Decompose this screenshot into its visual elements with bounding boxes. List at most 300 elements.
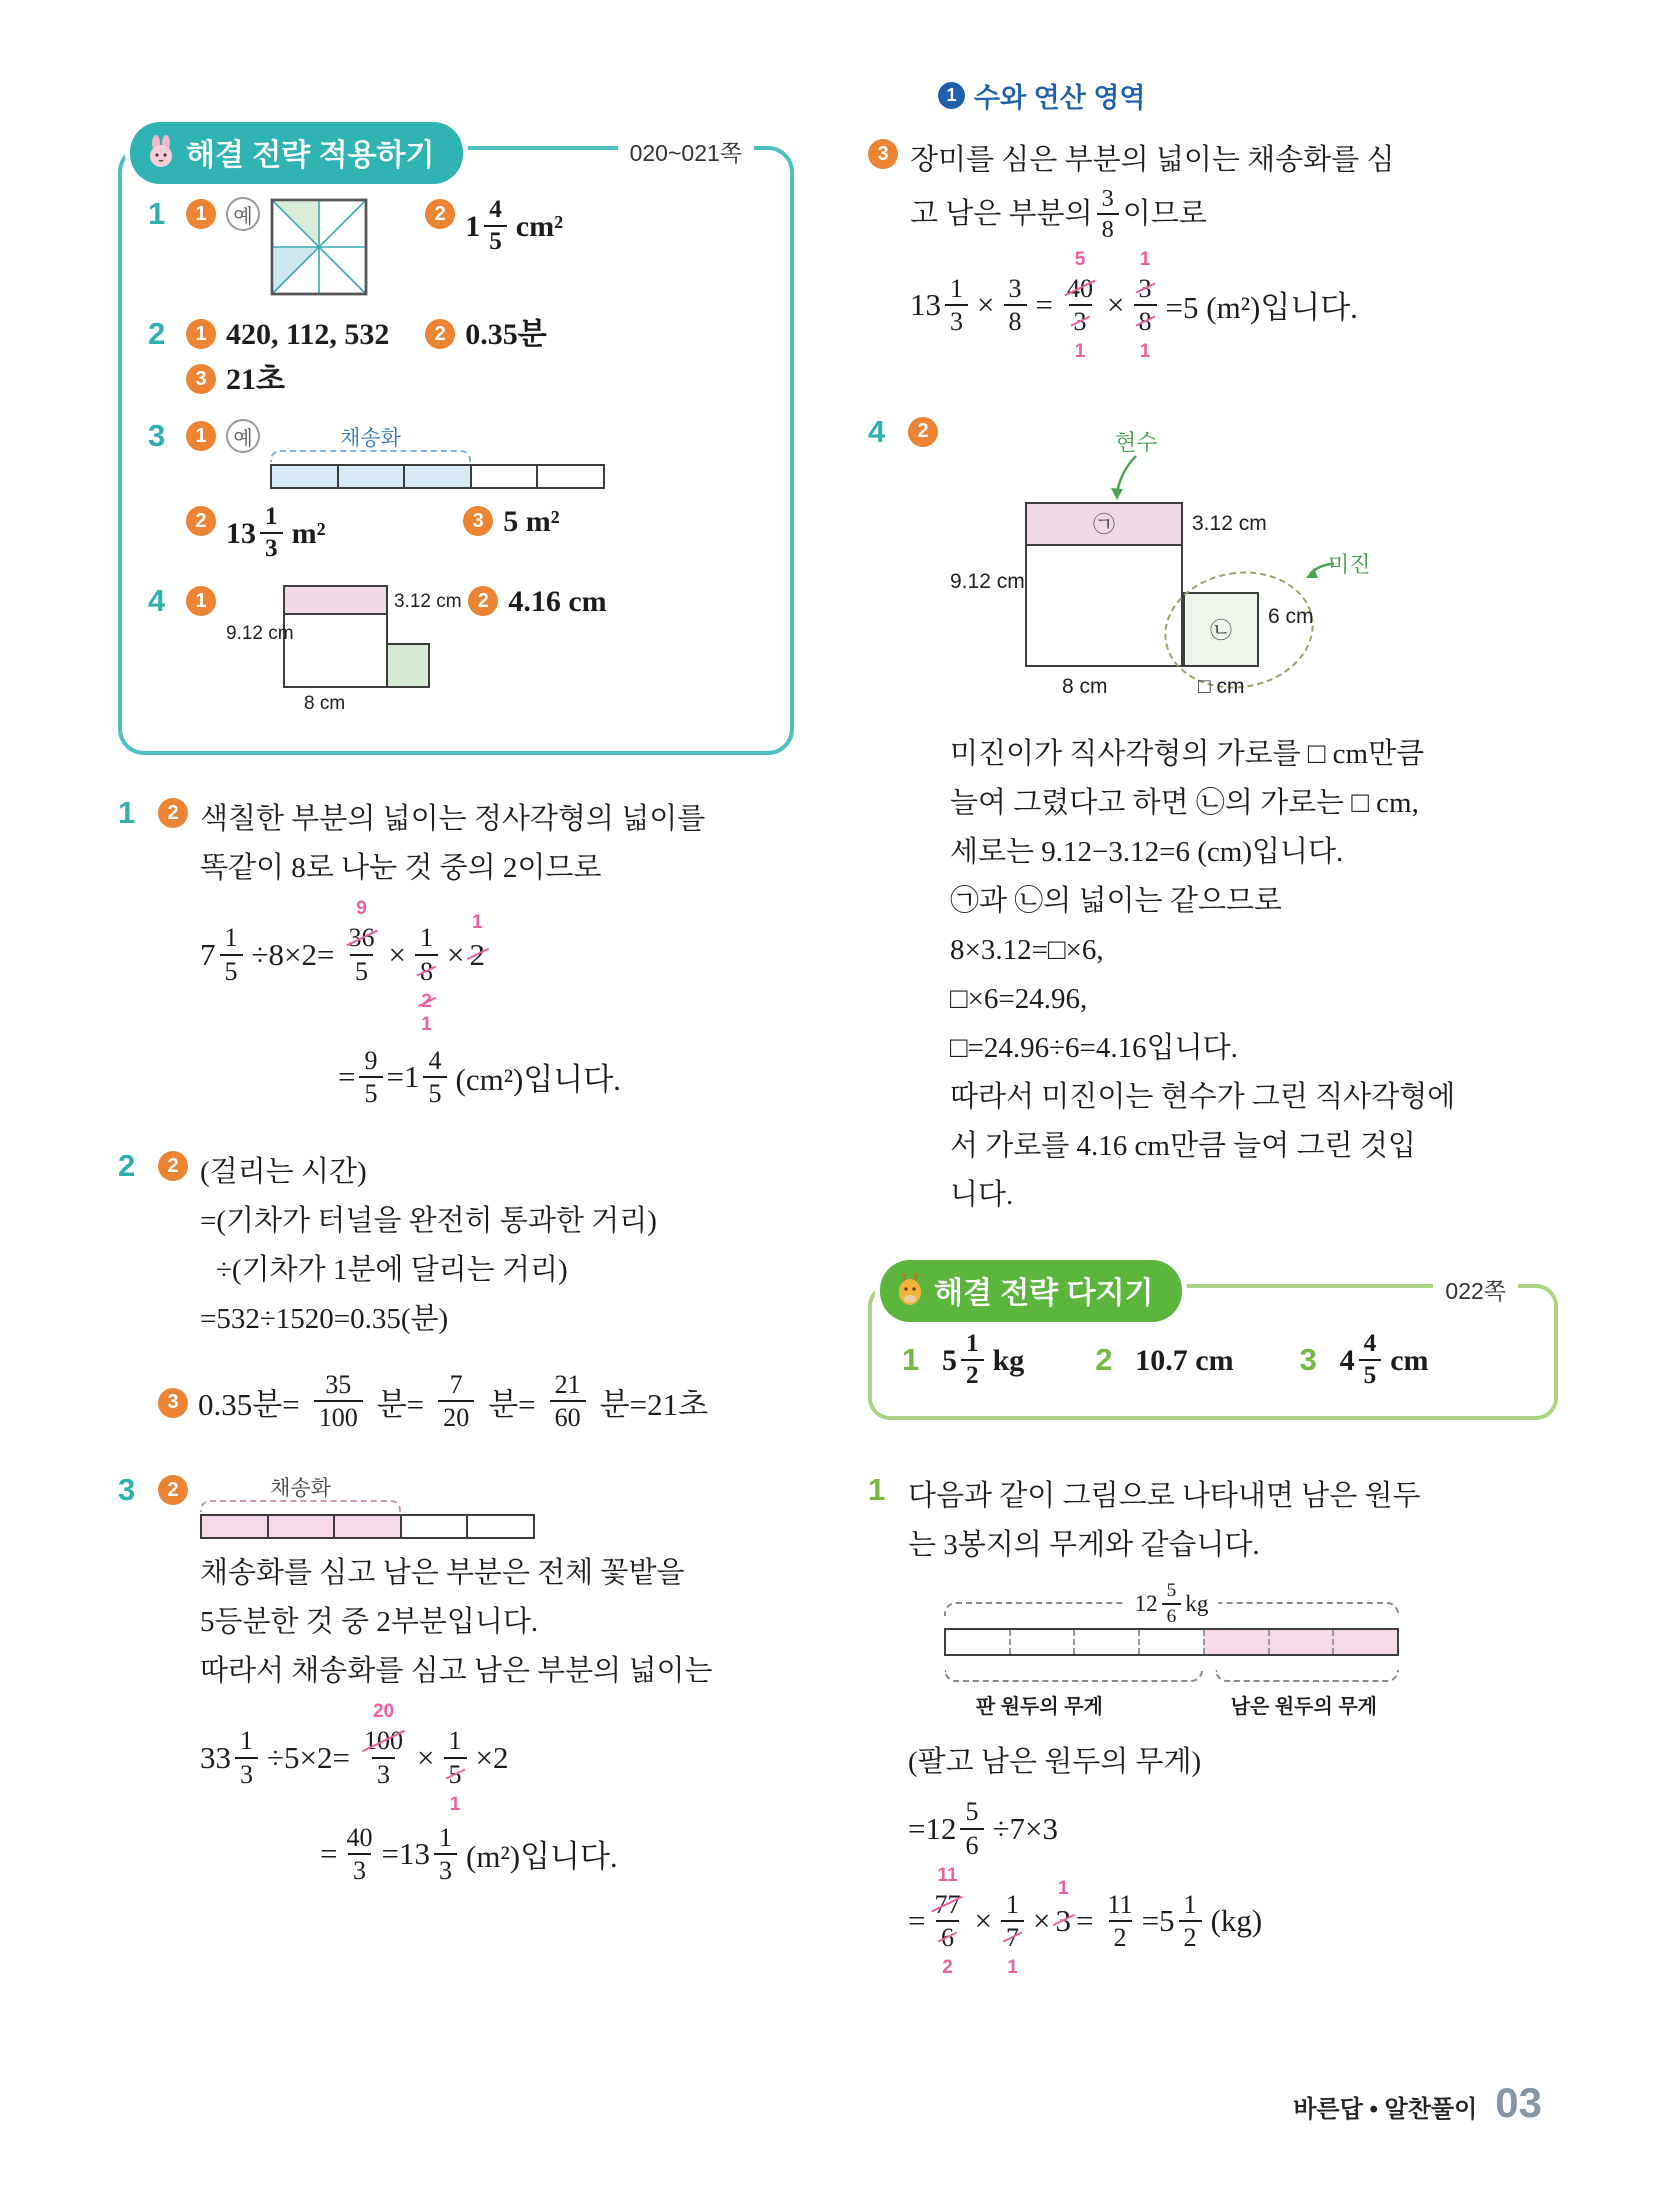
bar-cell <box>1073 1630 1138 1654</box>
rectangle-diagram-large <box>950 420 1550 720</box>
math-term: =13 <box>381 1835 430 1871</box>
fraction-numerator: 21 <box>554 1370 581 1400</box>
dim-right: 6 cm <box>1268 604 1314 628</box>
math-term: 3 <box>1073 306 1087 336</box>
fraction <box>260 503 283 563</box>
cancel-replacement: 1 <box>421 1013 432 1035</box>
text-line: =532÷1520=0.35(분) <box>200 1303 449 1336</box>
fraction <box>423 1046 446 1108</box>
answer-value: 0.35분 <box>465 318 547 351</box>
text-line: □×6=24.96, <box>950 982 1088 1015</box>
bracket <box>200 1477 401 1512</box>
region-na-label: ㉡ <box>1209 617 1232 643</box>
math-operator: × <box>977 286 995 322</box>
math-operator: × <box>974 1902 992 1938</box>
math-term: 8 <box>420 956 434 986</box>
text-line: 는 3봉지의 무게와 같습니다. <box>908 1529 1260 1562</box>
math-term: 77 <box>934 1889 961 1919</box>
answer-value: 4.16 cm <box>508 585 607 619</box>
fraction-numerator: 1 <box>1006 1889 1020 1919</box>
fraction-denominator: 5 <box>484 225 507 256</box>
cancelled-number <box>364 1701 404 1756</box>
chapter-number-badge: 1 <box>938 82 965 109</box>
math-operator: × <box>1107 286 1125 322</box>
fraction-numerator: 4 <box>428 1045 442 1075</box>
math-operator: × <box>417 1739 435 1775</box>
page-number: 03 <box>1495 2079 1542 2126</box>
bar-cell <box>1009 1630 1074 1654</box>
fraction <box>444 1726 467 1815</box>
problem-number: 3 <box>118 1472 136 1508</box>
text-line: (걸리는 시간) <box>200 1156 367 1189</box>
fraction-numerator <box>359 1701 408 1756</box>
problem-number: 4 <box>868 413 886 449</box>
fraction <box>929 1864 965 1979</box>
problem-number: 2 <box>148 316 166 351</box>
arrow-left-icon <box>1302 558 1336 584</box>
math-operator: × <box>447 936 465 972</box>
unit-label: kg <box>992 1343 1025 1377</box>
chapter-title: 수와 연산 영역 <box>974 83 1146 113</box>
fraction-numerator: 1 <box>439 1822 453 1852</box>
fraction-numerator: 1 <box>420 923 434 953</box>
fraction <box>434 1823 457 1885</box>
cancelled-number <box>1055 1877 1072 1939</box>
daji-answer-box <box>868 1276 1558 1420</box>
math-operator: × <box>388 936 407 972</box>
fraction-denominator <box>936 1920 959 1979</box>
fraction-denominator: 5 <box>220 954 243 986</box>
fraction-denominator: 20 <box>438 1400 474 1432</box>
fraction-denominator: 3 <box>434 1853 457 1885</box>
math-term: 3 <box>1138 273 1152 303</box>
fraction-denominator: 3 <box>372 1757 395 1789</box>
bar-cell <box>536 466 603 487</box>
fraction-denominator: 100 <box>314 1400 363 1432</box>
subanswer-badge: 2 <box>158 798 188 828</box>
fraction-numerator <box>929 1864 965 1920</box>
answer-row-1 <box>148 196 764 296</box>
fraction-numerator: 7 <box>449 1370 463 1400</box>
cancel-replacement: 1 <box>471 911 483 933</box>
problem-number: 3 <box>1299 1342 1317 1378</box>
fraction <box>341 1823 377 1885</box>
region-ga-label: ㉠ <box>1092 512 1115 538</box>
bar-label: 채송화 <box>270 1477 331 1501</box>
answer-value: 21초 <box>226 363 285 396</box>
subanswer-2-badge: 2 <box>468 586 498 616</box>
math-term: 36 <box>348 923 375 953</box>
cancelled-number <box>1138 248 1152 303</box>
math-term: 5 <box>448 1759 462 1789</box>
cancel-replacement: 1 <box>1007 1957 1018 1979</box>
problem-number: 4 <box>148 583 166 619</box>
hyeonsu-label: 현수 <box>1115 429 1158 455</box>
fraction <box>438 1370 474 1432</box>
subanswer-badge: 2 <box>158 1475 188 1505</box>
bar-cell <box>333 1516 400 1537</box>
bar-cell <box>946 1630 1009 1654</box>
sold-weight-label: 판 원두의 무게 <box>975 1696 1103 1719</box>
fraction-numerator <box>1062 248 1098 304</box>
subanswer-badge: 3 <box>868 139 898 169</box>
text-line: 세로는 9.12−3.12=6 (cm)입니다. <box>950 835 1344 868</box>
dim-bottom: 8 cm <box>304 693 346 715</box>
math-term: 0.35분= <box>198 1386 300 1422</box>
subanswer-2-badge: 2 <box>186 506 216 536</box>
solution-3 <box>118 1472 794 1885</box>
cancelled-number <box>1006 1922 1020 1979</box>
text-line: 따라서 채송화를 심고 남은 부분의 넓이는 <box>200 1655 713 1688</box>
left-column <box>118 139 794 1885</box>
math-operator: = <box>1076 1902 1094 1938</box>
fraction <box>235 1726 258 1788</box>
equation <box>158 1370 794 1432</box>
flower-bar-diagram <box>270 422 605 489</box>
total-weight-label <box>1125 1580 1219 1627</box>
apply-badge-title: 해결 전략 적용하기 <box>186 139 435 172</box>
fraction-numerator: 1 <box>265 503 278 530</box>
math-term: =12 <box>908 1810 957 1846</box>
cancel-replacement: 1 <box>449 1793 461 1815</box>
cancelled-number <box>448 1759 462 1815</box>
cancel-replacement: 1 <box>1139 248 1151 270</box>
fraction-denominator: 60 <box>550 1400 586 1432</box>
apply-answer-box <box>118 139 794 755</box>
fraction <box>1134 248 1157 362</box>
math-term: 분= <box>488 1386 536 1422</box>
equation <box>200 1701 794 1815</box>
rectangle-diagram <box>226 583 526 723</box>
answer-row-3b <box>148 503 764 563</box>
unit-label: m² <box>291 516 326 550</box>
subanswer-1-badge: 1 <box>186 586 216 616</box>
dim-left: 9.12 cm <box>950 569 1025 593</box>
solution-4 <box>868 414 1558 1220</box>
chapter-header <box>938 76 1146 115</box>
daji-solution-1 <box>868 1472 1558 1986</box>
math-term: (m²)입니다. <box>466 1839 618 1875</box>
dim-bottom-2: □ cm <box>1198 674 1245 698</box>
fraction-numerator: 3 <box>1008 273 1022 303</box>
math-term: 분=21초 <box>599 1386 709 1422</box>
bar-cell <box>1332 1630 1397 1654</box>
pink-strip <box>1025 502 1183 546</box>
fraction-denominator: 8 <box>1004 304 1027 336</box>
fraction <box>1097 185 1119 244</box>
fraction-numerator: 1 <box>224 923 238 953</box>
math-term: 2 <box>421 990 432 1012</box>
math-term: 7 <box>200 936 216 972</box>
flower-bar-diagram <box>200 1477 535 1539</box>
bar-cell <box>1268 1630 1333 1654</box>
fraction <box>1162 1580 1182 1627</box>
solution-3-3 <box>868 136 1558 370</box>
unit-label: cm <box>1390 1343 1429 1377</box>
fraction-denominator <box>415 954 438 1035</box>
cancel-replacement: 2 <box>942 1957 953 1979</box>
fraction-numerator: 9 <box>364 1045 378 1075</box>
math-operator: ×2 <box>475 1739 509 1775</box>
equation <box>910 248 1558 362</box>
fraction <box>945 274 968 336</box>
example-badge: 예 <box>226 419 260 453</box>
text-line: ÷(기차가 1분에 달리는 거리) <box>216 1254 568 1287</box>
text-line: 5등분한 것 중 2부분입니다. <box>200 1606 539 1639</box>
subanswer-1-badge: 1 <box>186 421 216 451</box>
text-line: 늘여 그렸다고 하면 ㉡의 가로는 □ cm, <box>950 786 1419 819</box>
fraction-denominator <box>1001 1920 1024 1979</box>
fraction-numerator: 1 <box>966 1329 979 1357</box>
text-line <box>910 185 1558 244</box>
fraction-numerator: 5 <box>1166 1580 1177 1602</box>
daji-page-reference: 022쪽 <box>1433 1273 1518 1306</box>
text-line: ㉠과 ㉡의 넓이는 같으므로 <box>950 884 1282 917</box>
answer-value: 420, 112, 532 <box>226 318 390 351</box>
text-line: 미진이가 직사각형의 가로를 □ cm만큼 <box>950 737 1425 770</box>
subanswer-1-badge: 1 <box>186 199 216 229</box>
fraction-numerator: 4 <box>489 196 502 223</box>
apply-badge <box>130 122 463 184</box>
answer-value <box>226 503 331 563</box>
strip-bar <box>944 1628 1399 1656</box>
mixed-integer: 12 <box>1134 1590 1158 1616</box>
problem-number: 1 <box>902 1342 920 1378</box>
cancelled-number <box>421 992 432 1011</box>
bar-cell <box>272 466 337 487</box>
text-line: 서 가로를 4.16 cm만큼 늘여 그린 것입 <box>950 1129 1416 1162</box>
text-line: 똑같이 8로 나눈 것 중의 2이므로 <box>200 852 602 885</box>
text-fragment: 이므로 <box>1122 197 1207 230</box>
fraction-numerator: 3 <box>1101 185 1114 212</box>
rabbit-icon <box>146 135 176 169</box>
bar-cell <box>1203 1630 1268 1654</box>
fraction <box>961 1330 984 1390</box>
mixed-integer: 13 <box>226 516 256 550</box>
fraction-numerator <box>344 898 380 953</box>
equation <box>908 1864 1558 1979</box>
fraction-denominator: 3 <box>260 532 283 563</box>
bracket-right <box>1215 1670 1399 1682</box>
weight-bar-diagram <box>944 1580 1399 1734</box>
fraction-numerator: 40 <box>346 1822 373 1852</box>
remaining-weight-label: 남은 원두의 무게 <box>1230 1696 1377 1719</box>
math-term: 100 <box>364 1726 404 1756</box>
giraffe-icon <box>896 1273 924 1307</box>
equation <box>320 1823 794 1885</box>
dim-left: 9.12 cm <box>226 623 294 645</box>
math-operator: = <box>1035 286 1053 322</box>
answer-row-4 <box>148 583 764 723</box>
text-line: 니다. <box>950 1178 1014 1211</box>
problem-number: 1 <box>148 196 166 231</box>
dim-top: 3.12 cm <box>394 591 462 613</box>
math-term: 3 <box>1055 1902 1071 1938</box>
fraction-denominator: 5 <box>423 1076 446 1108</box>
answer-value <box>942 1330 1029 1390</box>
subanswer-1-badge: 1 <box>186 319 216 349</box>
cancel-replacement: 1 <box>1139 340 1151 362</box>
mixed-integer: 1 <box>465 209 481 243</box>
fraction-numerator: 1 <box>240 1726 254 1756</box>
text-line: 채송화를 심고 남은 부분은 전체 꽃밭을 <box>200 1557 685 1590</box>
bar-cell <box>400 1516 467 1537</box>
math-term: =5 <box>1141 1902 1175 1938</box>
green-extension <box>386 643 430 688</box>
cancelled-number <box>420 956 434 1035</box>
cancelled-number <box>348 898 375 953</box>
fraction <box>314 1370 363 1432</box>
fraction <box>1062 248 1098 362</box>
unit-label: kg <box>1185 1590 1209 1616</box>
fraction <box>1004 274 1027 336</box>
fraction-numerator: 35 <box>325 1370 352 1400</box>
math-operator: = <box>338 1058 356 1094</box>
math-term: 8 <box>1138 306 1152 336</box>
fraction-denominator: 3 <box>348 1853 371 1885</box>
bar-cell <box>1138 1630 1203 1654</box>
cancelled-number <box>1073 306 1087 362</box>
mixed-integer: 5 <box>942 1343 957 1377</box>
fraction-denominator: 2 <box>1179 1920 1202 1952</box>
fraction <box>1179 1890 1202 1952</box>
fraction-denominator <box>1069 304 1092 362</box>
cancelled-number <box>1138 306 1152 362</box>
math-term: 13 <box>910 286 941 322</box>
text-line: □=24.96÷6=4.16입니다. <box>950 1031 1238 1064</box>
daji-badge <box>880 1260 1182 1322</box>
fraction-denominator: 3 <box>945 304 968 336</box>
text-line: 다음과 같이 그림으로 나타내면 남은 원두 <box>908 1480 1421 1513</box>
fraction-numerator: 11 <box>1107 1889 1133 1919</box>
fraction <box>1359 1330 1382 1390</box>
dim-bottom-1: 8 cm <box>1062 674 1108 698</box>
subanswer-badge: 2 <box>158 1151 188 1181</box>
fraction <box>220 923 243 985</box>
math-operator: = <box>320 1835 338 1871</box>
fraction-numerator: 1 <box>1183 1889 1197 1919</box>
cancel-replacement: 9 <box>356 898 367 920</box>
subanswer-3-badge: 3 <box>463 506 493 536</box>
subanswer-2-badge: 2 <box>425 199 455 229</box>
answer-value: 5 m² <box>503 505 560 538</box>
equation <box>908 1797 1558 1859</box>
cancel-replacement: 5 <box>1074 248 1086 270</box>
subanswer-badge: 2 <box>908 417 938 447</box>
cancel-replacement: 1 <box>1057 1877 1069 1899</box>
fraction-denominator: 3 <box>235 1757 258 1789</box>
daji-answers-row <box>902 1330 1528 1390</box>
math-operator: = <box>908 1902 926 1938</box>
text-line: 따라서 미진이는 현수가 그린 직사각형에 <box>950 1080 1456 1113</box>
cancelled-number <box>940 1922 954 1979</box>
bar-cell <box>403 466 470 487</box>
math-term: =5 (m²)입니다. <box>1165 290 1358 326</box>
math-operator: ÷5×2= <box>267 1739 350 1775</box>
bar-cell <box>267 1516 334 1537</box>
bar-cell <box>466 1516 533 1537</box>
fraction-denominator <box>1134 304 1157 362</box>
fraction <box>960 1797 983 1859</box>
text-line: =(기차가 터널을 완전히 통과한 거리) <box>200 1205 657 1238</box>
dim-top: 3.12 cm <box>1192 511 1267 535</box>
problem-number: 1 <box>118 795 136 831</box>
fraction-denominator: 5 <box>350 954 373 986</box>
math-term: =1 <box>386 1058 420 1094</box>
fraction-numerator: 1 <box>950 273 964 303</box>
math-term: 7 <box>1006 1922 1020 1952</box>
fraction-numerator: 5 <box>965 1797 979 1827</box>
equation <box>338 1046 794 1108</box>
right-column <box>868 136 1558 1986</box>
answer-row-2 <box>148 316 764 353</box>
subanswer-2-badge: 2 <box>425 319 455 349</box>
mijin-label: 미진 <box>1328 551 1371 577</box>
fraction-denominator: 5 <box>1359 1359 1382 1390</box>
answer-value <box>465 196 568 256</box>
fraction-denominator: 2 <box>1109 1920 1132 1952</box>
solution-2 <box>118 1148 794 1432</box>
cancel-replacement: 1 <box>1074 340 1086 362</box>
cancelled-number <box>1067 248 1094 303</box>
text-line: 8×3.12=□×6, <box>950 933 1104 966</box>
solution-1 <box>118 795 794 1108</box>
math-operator: × <box>1033 1902 1051 1938</box>
math-term: 분= <box>376 1386 425 1422</box>
problem-number: 2 <box>1095 1342 1113 1378</box>
problem-number: 2 <box>118 1148 136 1184</box>
arrow-down-icon <box>1100 454 1146 502</box>
mixed-integer: 4 <box>1339 1343 1355 1377</box>
text-line: 장미를 심은 부분의 넓이는 채송화를 심 <box>910 144 1395 176</box>
cancel-replacement: 20 <box>372 1701 395 1723</box>
fraction-denominator <box>444 1757 467 1815</box>
fraction-denominator: 6 <box>1162 1603 1182 1628</box>
cancelled-number <box>469 911 486 973</box>
fraction <box>550 1370 586 1432</box>
fraction-numerator <box>1134 248 1157 304</box>
answer-row-2b <box>148 361 764 398</box>
bar-label: 채송화 <box>340 427 401 450</box>
cancel-replacement: 11 <box>937 1864 958 1886</box>
math-operator: ÷7×3 <box>992 1810 1058 1846</box>
fraction-denominator: 6 <box>960 1828 983 1860</box>
strip-bar <box>200 1514 535 1539</box>
subanswer-3-badge: 3 <box>186 364 216 394</box>
answer-value: 10.7 cm <box>1135 1343 1234 1377</box>
fraction <box>484 196 507 256</box>
bar-cell <box>337 466 404 487</box>
daji-badge-title: 해결 전략 다지기 <box>934 1276 1154 1310</box>
example-badge: 예 <box>226 197 260 231</box>
math-term: (cm²)입니다. <box>455 1062 621 1098</box>
fraction <box>359 1046 382 1108</box>
fraction-denominator: 5 <box>359 1076 382 1108</box>
strip-bar <box>270 464 605 489</box>
fraction <box>415 923 438 1035</box>
math-term: (kg) <box>1210 1902 1263 1938</box>
fraction <box>344 898 380 986</box>
unit-label: cm² <box>515 209 564 243</box>
square-diagram <box>270 198 368 296</box>
fraction-denominator: 2 <box>961 1359 984 1390</box>
math-operator: ÷8×2= <box>251 936 335 972</box>
fraction-denominator: 8 <box>1097 213 1119 243</box>
fraction <box>1102 1890 1137 1952</box>
bracket-left <box>944 1670 1203 1682</box>
math-term: 33 <box>200 1739 231 1775</box>
text-fragment: 고 남은 부분의 <box>910 197 1093 230</box>
